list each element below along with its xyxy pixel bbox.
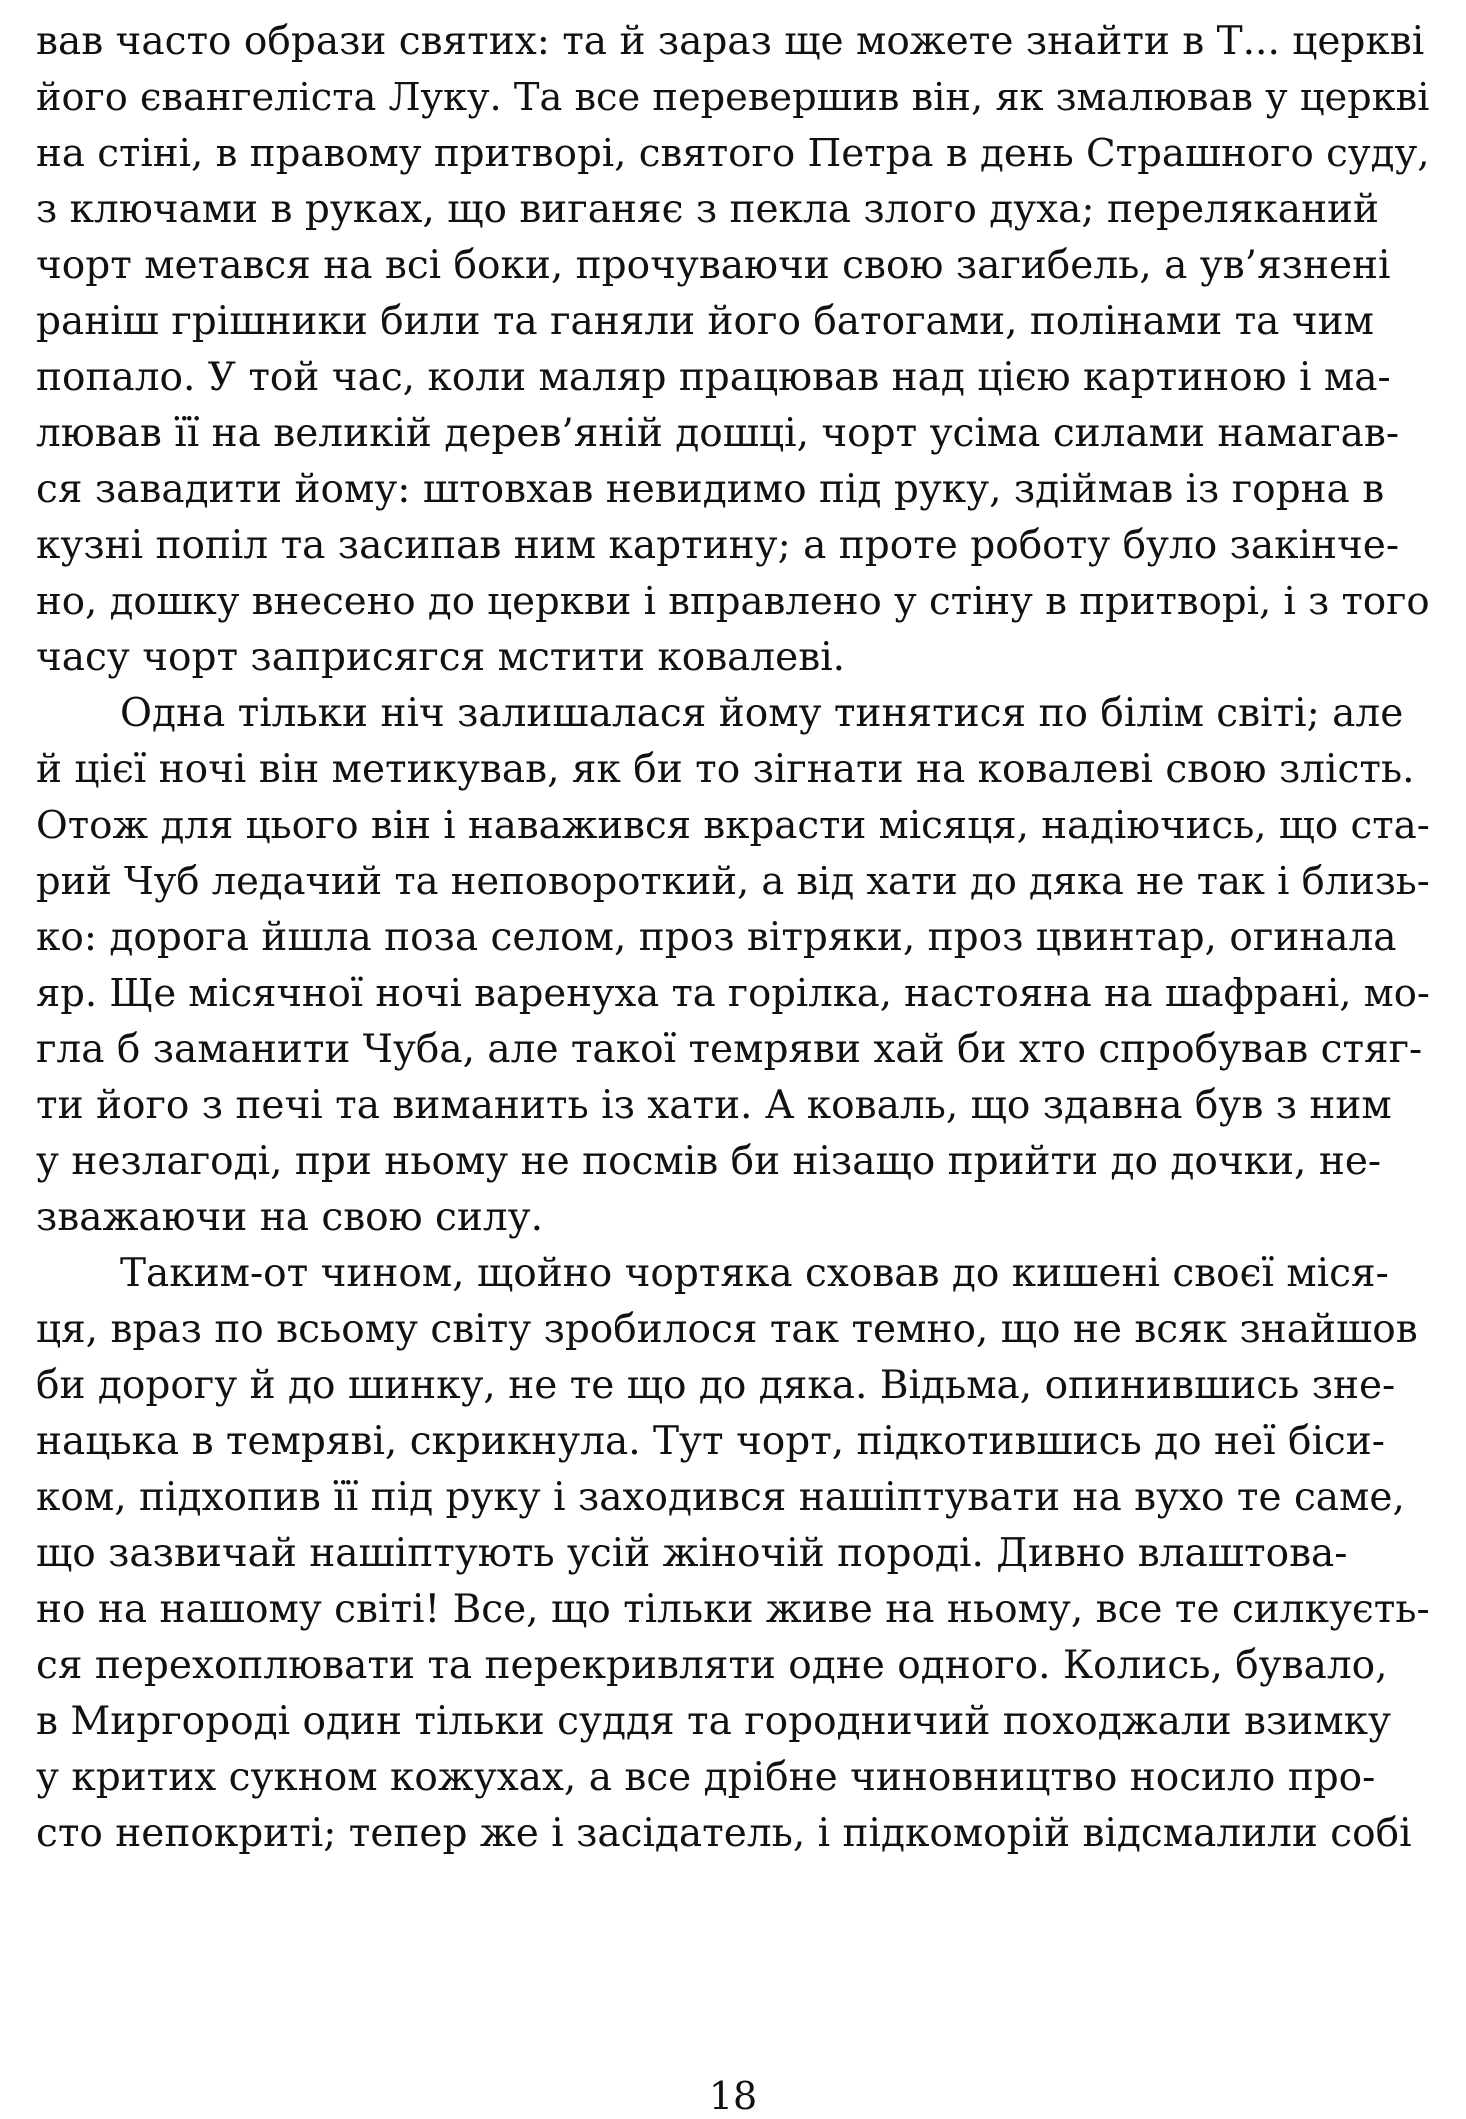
text-line: ся перехоплювати та перекривляти одне одного. Колись, бувало, [36, 1643, 1388, 1688]
text-line: його євангеліста Луку. Та все перевершив він, як змалював у церкві [36, 75, 1430, 120]
text-line: яр. Ще місячної ночі варенуха та горілка, настояна на шафрані, мо- [36, 971, 1430, 1016]
text-line: часу чорт заприсягся мстити ковалеві. [36, 635, 846, 680]
text-line: нацька в темряві, скрикнула. Тут чорт, підкотившись до неї біси- [36, 1419, 1385, 1464]
text-line: й цієї ночі він метикував, як би то зігнати на ковалеві свою злість. [36, 747, 1415, 792]
text-line: на стіні, в правому притворі, святого Петра в день Страшного суду, [36, 131, 1430, 176]
text-line: з ключами в руках, що виганяє з пекла злого духа; переляканий [36, 187, 1380, 232]
text-line: кузні попіл та засипав ним картину; а проте роботу було закінче- [36, 523, 1400, 568]
text-line: ти його з печі та виманить із хати. А коваль, що здавна був з ним [36, 1083, 1392, 1128]
text-line: раніш грішники били та ганяли його батогами, полінами та чим [36, 299, 1374, 344]
text-line: ся завадити йому: штовхав невидимо під руку, здіймав із горна в [36, 467, 1385, 512]
text-line: вав часто образи святих: та й зараз ще можете знайти в Т... церкві [36, 19, 1425, 64]
text-line: попало. У той час, коли маляр працював над цією картиною і ма- [36, 355, 1391, 400]
paragraph-first-line: Одна тільки ніч залишалася йому тинятися по білім світі; але [120, 691, 1404, 736]
text-line: Отож для цього він і наважився вкрасти місяця, надіючись, що ста- [36, 803, 1430, 848]
text-line: в Миргороді один тільки суддя та городничий походжали взимку [36, 1699, 1391, 1744]
text-line: ця, враз по всьому світу зробилося так темно, що не всяк знайшов [36, 1307, 1418, 1352]
paragraph-first-line: Таким-от чином, щойно чортяка сховав до кишені своєї міся- [120, 1251, 1389, 1296]
text-line: би дорогу й до шинку, не те що до дяка. Відьма, опинившись зне- [36, 1363, 1396, 1408]
text-line: зважаючи на свою силу. [36, 1195, 543, 1240]
text-line: но на нашому світі! Все, що тільки живе на ньому, все те силкуєть- [36, 1587, 1430, 1632]
text-line: що зазвичай нашіптують усій жіночій породі. Дивно влаштова- [36, 1531, 1348, 1576]
text-line: у незлагоді, при ньому не посмів би нізащо прийти до дочки, не- [36, 1139, 1382, 1184]
text-line: чорт метався на всі боки, прочуваючи свою загибель, а ув’язнені [36, 243, 1391, 288]
text-line: гла б заманити Чуба, але такої темряви хай би хто спробував стяг- [36, 1027, 1423, 1072]
text-line: рий Чуб ледачий та неповороткий, а від хати до дяка не так і близь- [36, 859, 1430, 904]
text-line: сто непокриті; тепер же і засідатель, і підкоморій відсмалили собі [36, 1811, 1412, 1856]
text-line: ко: дорога йшла поза селом, проз вітряки, проз цвинтар, огинала [36, 915, 1397, 960]
text-line: у критих сукном кожухах, а все дрібне чиновництво носило про- [36, 1755, 1376, 1800]
text-line: ком, підхопив її під руку і заходився нашіптувати на вухо те саме, [36, 1475, 1405, 1520]
body-text [36, 14, 1430, 1862]
text-line: лював її на великій дерев’яній дошці, чорт усіма силами намагав- [36, 411, 1400, 456]
text-line: но, дошку внесено до церкви і вправлено у стіну в притворі, і з того [36, 579, 1430, 624]
page-number: 18 [708, 2074, 758, 2118]
